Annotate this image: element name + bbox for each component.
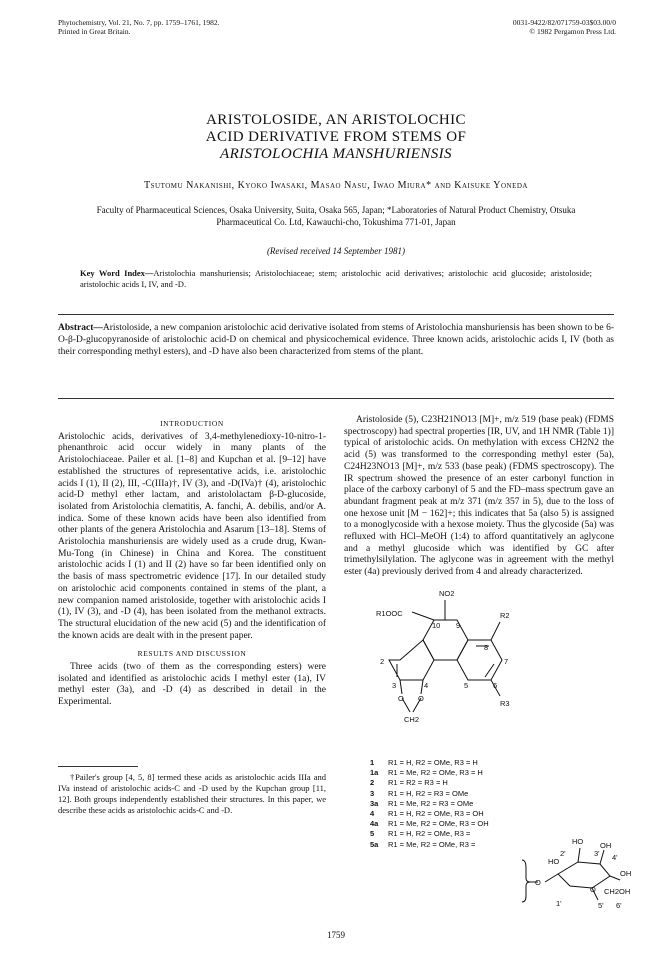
running-header-left xyxy=(58,18,220,36)
glucose-structure xyxy=(520,820,640,910)
affiliation: Faculty of Pharmaceutical Sciences, Osaka University, Suita, Osaka 565, Japan; *Laboratories of Natural Product Chemistry, Otsuka Pharmaceutical Co. Ltd, Kawauchi-cho, Tokushima 771-01, Japan xyxy=(96,205,576,227)
title-line-3: ARISTOLOCHIA MANSHURIENSIS xyxy=(220,146,452,162)
divider-top xyxy=(58,314,614,315)
compound-row: 1a R1 = Me, R2 = OMe, R3 = H xyxy=(370,768,483,778)
right-column xyxy=(344,415,614,579)
compound-row: 3 R1 = H, R2 = R3 = OMe xyxy=(370,788,469,798)
nitro-group-label: NO2 xyxy=(439,589,455,598)
divider-bottom xyxy=(58,398,614,399)
position-4-label: 4 xyxy=(424,681,429,690)
compound-row: 4 R1 = H, R2 = OMe, R3 = OH xyxy=(370,809,484,819)
r2-label: R2 xyxy=(500,611,510,620)
hydroxyl-label: OH xyxy=(600,841,612,850)
position-9-label: 9 xyxy=(456,621,461,630)
position-2-prime-label: 2' xyxy=(560,849,566,858)
introduction-paragraph: Aristolochic acids, derivatives of 3,4-methylenedioxy-10-nitro-1-phenanthroic acid occur widely in many plants of the Aristolochiaceae. Pailer et al. [1–8] and Kupchan et al. [9–12] have established the structures of representative acids, i.e. aristolochic acids I (1), II (2), III, -C(IIIa)†, IV (3), and -D(IVa)† (4), aristolochic acid-D methyl ether lactam, and aristololactam β-D-glucoside, isolated from Aristolochia clematitis, A. fanchi, A. debilis, and/or A. indica. Some of these known acids have been also identified from other plants of the genera Aristolochia and Asarum [13–18]. Stems of Aristolochia manshuriensis are widely used as a crude drug, Kwan-Mu-Tong (in Chinese) in China and Korea. The constituent aristolochic acids I (1) and II (2) have so far been identified only on the basis of mass spectrometric evidence [17]. In our detailed study on aristolochic acid components contained in stems of the plant, a new companion named aristoloside, together with aristolochic acids I (1), IV (3), and -D (4), has been isolated from the methanol extracts. The structural elucidation of the new acid (5) and the identification of the known acids are dealt with in the present paper. xyxy=(58,431,326,641)
results-heading: RESULTS AND DISCUSSION xyxy=(137,649,247,659)
ring-oxygen-label: O xyxy=(590,885,596,894)
position-3-label: 3 xyxy=(392,681,397,690)
position-4-prime-label: 4' xyxy=(612,853,618,862)
results-paragraph: Three acids (two of them as the corresponding esters) were isolated and identified as aristolochic acids I methyl ester (1a), IV methyl ester (3a), and -D (4) as described in detail in the Experimental. xyxy=(58,662,326,708)
compound-row: 1 R1 = H, R2 = OMe, R3 = H xyxy=(370,758,478,767)
position-3-prime-label: 3' xyxy=(594,849,600,858)
methylene-label: CH2 xyxy=(404,715,420,724)
left-column xyxy=(58,418,326,709)
glycosidic-oxygen-label: O xyxy=(535,878,541,887)
key-word-index xyxy=(80,268,592,290)
position-2-label: 2 xyxy=(380,657,385,666)
key-word-label: Key Word Index— xyxy=(80,268,154,278)
position-10-label: 10 xyxy=(432,621,441,630)
footnote-rule xyxy=(58,766,138,767)
abstract xyxy=(58,322,614,358)
copyright: © 1982 Pergamon Press Ltd. xyxy=(529,27,616,36)
title-line-1: ARISTOLOSIDE, AN ARISTOLOCHIC xyxy=(206,112,466,128)
position-7-label: 7 xyxy=(504,657,509,666)
abstract-text: Aristoloside, a new companion aristolochic acid derivative isolated from stems of Aristolochia manshuriensis has been shown to be 6-O-β-D-glucopyranoside of aristolochic acid-D on chemical and physicochemical evidence. Three known acids, aristolochic acids I, IV (both as their corresponding methyl esters), and -D have also been characterized from stems of the plant. xyxy=(58,323,614,357)
aristoloside-paragraph: Aristoloside (5), C23H21NO13 [M]+, m/z 519 (base peak) (FDMS spectroscopy) had spectral properties [IR, UV, and 1H NMR (Table 1)] typical of aristolochic acids. On methylation with excess CH2N2 the acid (5) was transformed to the corresponding methyl ester (5a), C24H23NO13 [M]+, m/z 533 (base peak) (FDMS spectroscopy). The IR spectrum showed the presence of an ester carbonyl function in place of the carboxy carbonyl of 5 and the FD–mass spectrum gave an abundant fragment peak at m/z 371 (m/z 357 in 5), due to the loss of one hexose unit [M − 162]+; this indicates that 5a (also 5) is assigned to a monoglycoside with a hexose moiety. Thus the glycoside (5a) was refluxed with HCl–MeOH (1:4) to afford quantitatively an aglycone and a methyl glucoside which was identified by GC after trimethylsilylation. The aglycone was in agreement with the methyl ester (4a) previously derived from 4 and already characterized. xyxy=(344,415,614,578)
key-word-text: Aristolochia manshuriensis; Aristolochiaceae; stem; aristolochic acid derivatives; aristolochic acid glucoside; aristoloside; aristolochic acids I, IV, and -D. xyxy=(80,268,592,289)
position-5-prime-label: 5' xyxy=(598,901,604,910)
author-list: Tsutomu Nakanishi, Kyoko Iwasaki, Masao Nasu, Iwao Miura* and Kaisuke Yoneda xyxy=(144,180,528,191)
revised-date: (Revised received 14 September 1981) xyxy=(266,246,406,256)
article-title xyxy=(58,112,614,163)
page-number: 1759 xyxy=(327,930,345,940)
title-line-2: ACID DERIVATIVE FROM STEMS OF xyxy=(205,129,467,145)
aristolochic-acid-structure xyxy=(372,582,532,752)
position-6-label: 6 xyxy=(493,681,498,690)
compound-row: 5 R1 = H, R2 = OMe, R3 = xyxy=(370,829,471,839)
footnote: †Pailer's group [4, 5, 8] termed these acids as aristolochic acids IIIa and IVa instead of aristolochic acids-C and -D used by the Kupchan group [11, 12]. Both groups independently established their structures. In this paper, we describe these acids as aristolochic acids-C and -D. xyxy=(58,772,326,815)
compound-legend xyxy=(370,758,489,850)
printed-in: Printed in Great Britain. xyxy=(58,27,131,36)
oxygen-left-label: O xyxy=(398,694,404,703)
hydroxyl-label: HO xyxy=(548,857,560,866)
hydroxyl-label: HO xyxy=(572,837,584,846)
position-5-label: 5 xyxy=(464,681,469,690)
compound-row: 4a R1 = Me, R2 = OMe, R3 = OH xyxy=(370,819,489,829)
compound-row: 3a R1 = Me, R2 = R3 = OMe xyxy=(370,798,474,808)
oxygen-right-label: O xyxy=(418,694,424,703)
position-8-label: 8 xyxy=(484,643,489,652)
position-6-prime-label: 6' xyxy=(616,901,622,910)
article-code: 0031-9422/82/071759-03$03.00/0 xyxy=(512,18,616,27)
abstract-label: Abstract— xyxy=(58,323,103,333)
hydroxyl-label: OH xyxy=(620,869,632,878)
journal-citation: Phytochemistry, Vol. 21, No. 7, pp. 1759–1761, 1982. xyxy=(58,18,220,27)
compound-row: 5a R1 = Me, R2 = OMe, R3 = xyxy=(370,839,476,849)
r3-label: R3 xyxy=(500,699,510,708)
compound-row: 2 R1 = R2 = R3 = H xyxy=(370,778,448,788)
running-header-right xyxy=(513,18,616,36)
position-1-prime-label: 1' xyxy=(556,899,562,908)
hydroxymethyl-label: CH2OH xyxy=(604,887,631,896)
carboxyl-group-label: R1OOC xyxy=(376,609,403,618)
introduction-heading: INTRODUCTION xyxy=(160,419,224,428)
